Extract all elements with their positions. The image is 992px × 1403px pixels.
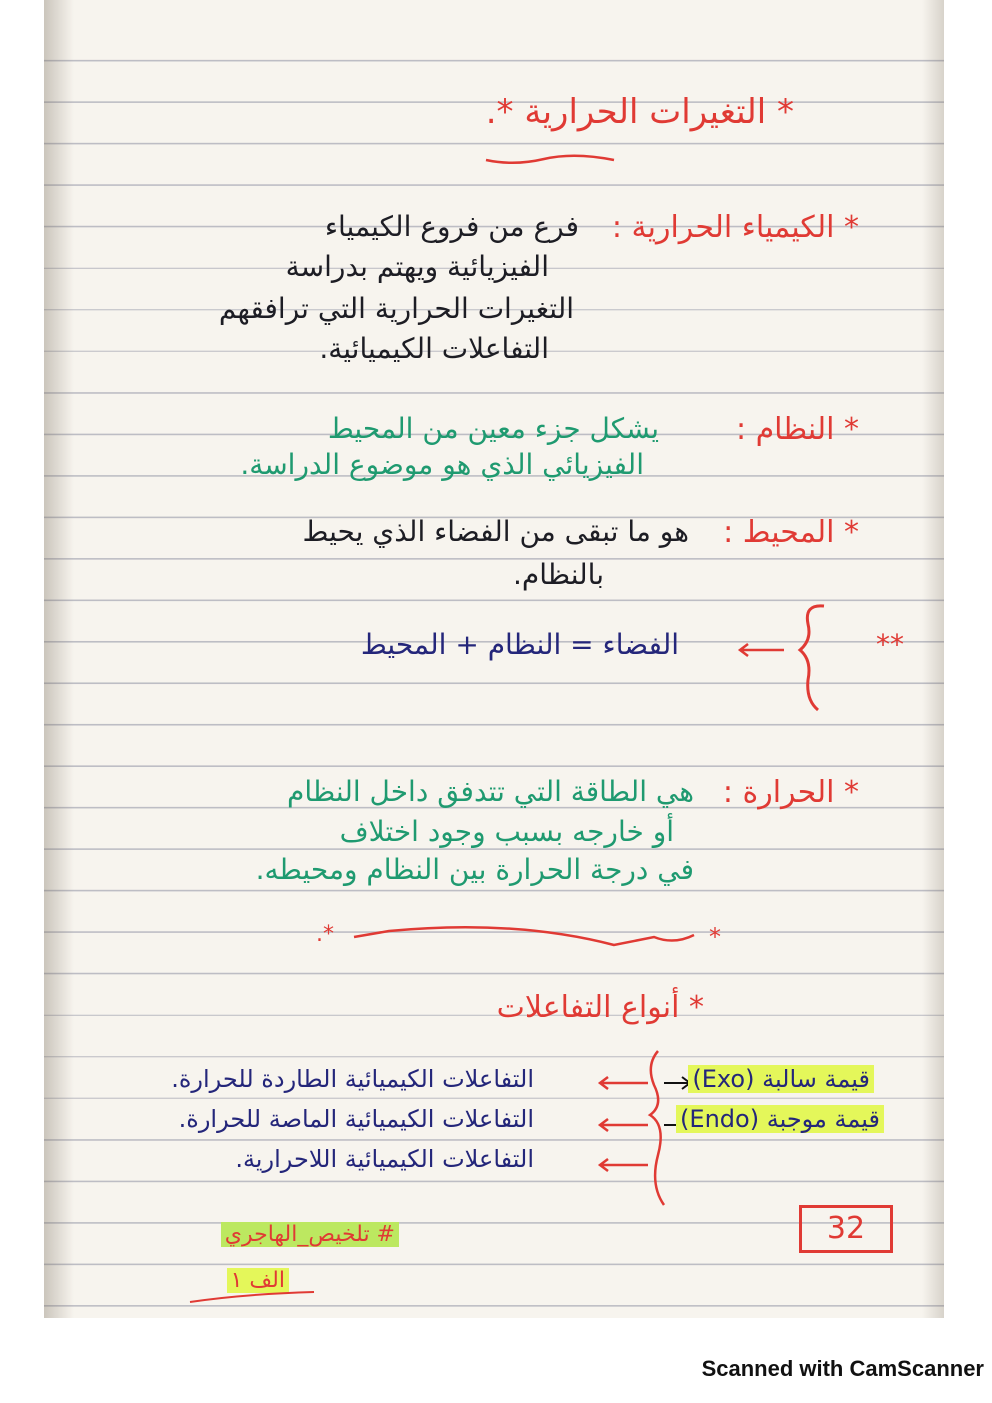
brace-icon (784, 600, 844, 715)
section-line: الفيزيائية ويهتم بدراسة (285, 250, 549, 283)
svg-text:.*: .* (316, 922, 334, 947)
section-line: الفيزيائي الذي هو موضوع الدراسة. (240, 448, 644, 481)
exo-label-text: قيمة سالبة (Exo) (688, 1065, 874, 1093)
signature-text: # تلخيص_الهاجري (221, 1222, 399, 1247)
page-number: 32 (826, 1211, 866, 1246)
section-line: بالنظام. (512, 558, 604, 591)
notebook-page (44, 0, 944, 1318)
reaction-item: التفاعلات الكيميائية اللاحرارية. (235, 1145, 534, 1173)
endo-label (676, 1105, 884, 1134)
section-term-heat: * الحرارة : (722, 775, 859, 810)
section-term-surroundings: * المحيط : (723, 515, 859, 550)
page-shadow-right (922, 0, 944, 1318)
section-term-system: * النظام : (735, 412, 859, 447)
section-divider (314, 915, 754, 955)
section-line: أو خارجه بسبب وجود اختلاف (339, 815, 674, 848)
endo-label-text: قيمة موجبة (Endo) (676, 1105, 884, 1133)
reaction-item: التفاعلات الكيميائية الماصة للحرارة. (178, 1105, 534, 1133)
section-line: هي الطاقة التي تتدفق داخل النظام (287, 775, 694, 808)
arrow-left-icon (734, 640, 789, 660)
scanner-footer: Scanned with CamScanner (701, 1356, 984, 1381)
signature-line-1 (221, 1222, 399, 1248)
page-title: * التغيرات الحرارية *. (485, 92, 794, 132)
reaction-item: التفاعلات الكيميائية الطاردة للحرارة. (171, 1065, 534, 1093)
svg-text:*: * (709, 923, 721, 951)
reaction-types-heading: * أنواع التفاعلات (496, 990, 704, 1025)
equation-text: الفضاء = النظام + المحيط (360, 628, 679, 661)
title-underline (484, 150, 624, 170)
signature-text-2: الف ١ (227, 1268, 289, 1293)
section-line: يشكل جزء معين من المحيط (327, 412, 659, 445)
section-line: فرع من فروع الكيمياء (324, 210, 579, 243)
section-line: التغيرات الحرارية التي ترافقهم (218, 292, 574, 325)
equation-marks: ** (876, 628, 904, 661)
section-line: التفاعلات الكيميائية. (319, 332, 549, 365)
section-line: في درجة الحرارة بين النظام ومحيطه. (255, 853, 694, 886)
section-term-thermochemistry: * الكيمياء الحرارية : (611, 210, 859, 245)
page-shadow-left (44, 0, 74, 1318)
signature-underline (184, 1290, 324, 1310)
page-number-box (799, 1205, 893, 1253)
exo-label (688, 1065, 874, 1094)
section-line: هو ما تبقى من الفضاء الذي يحيط (302, 515, 689, 548)
